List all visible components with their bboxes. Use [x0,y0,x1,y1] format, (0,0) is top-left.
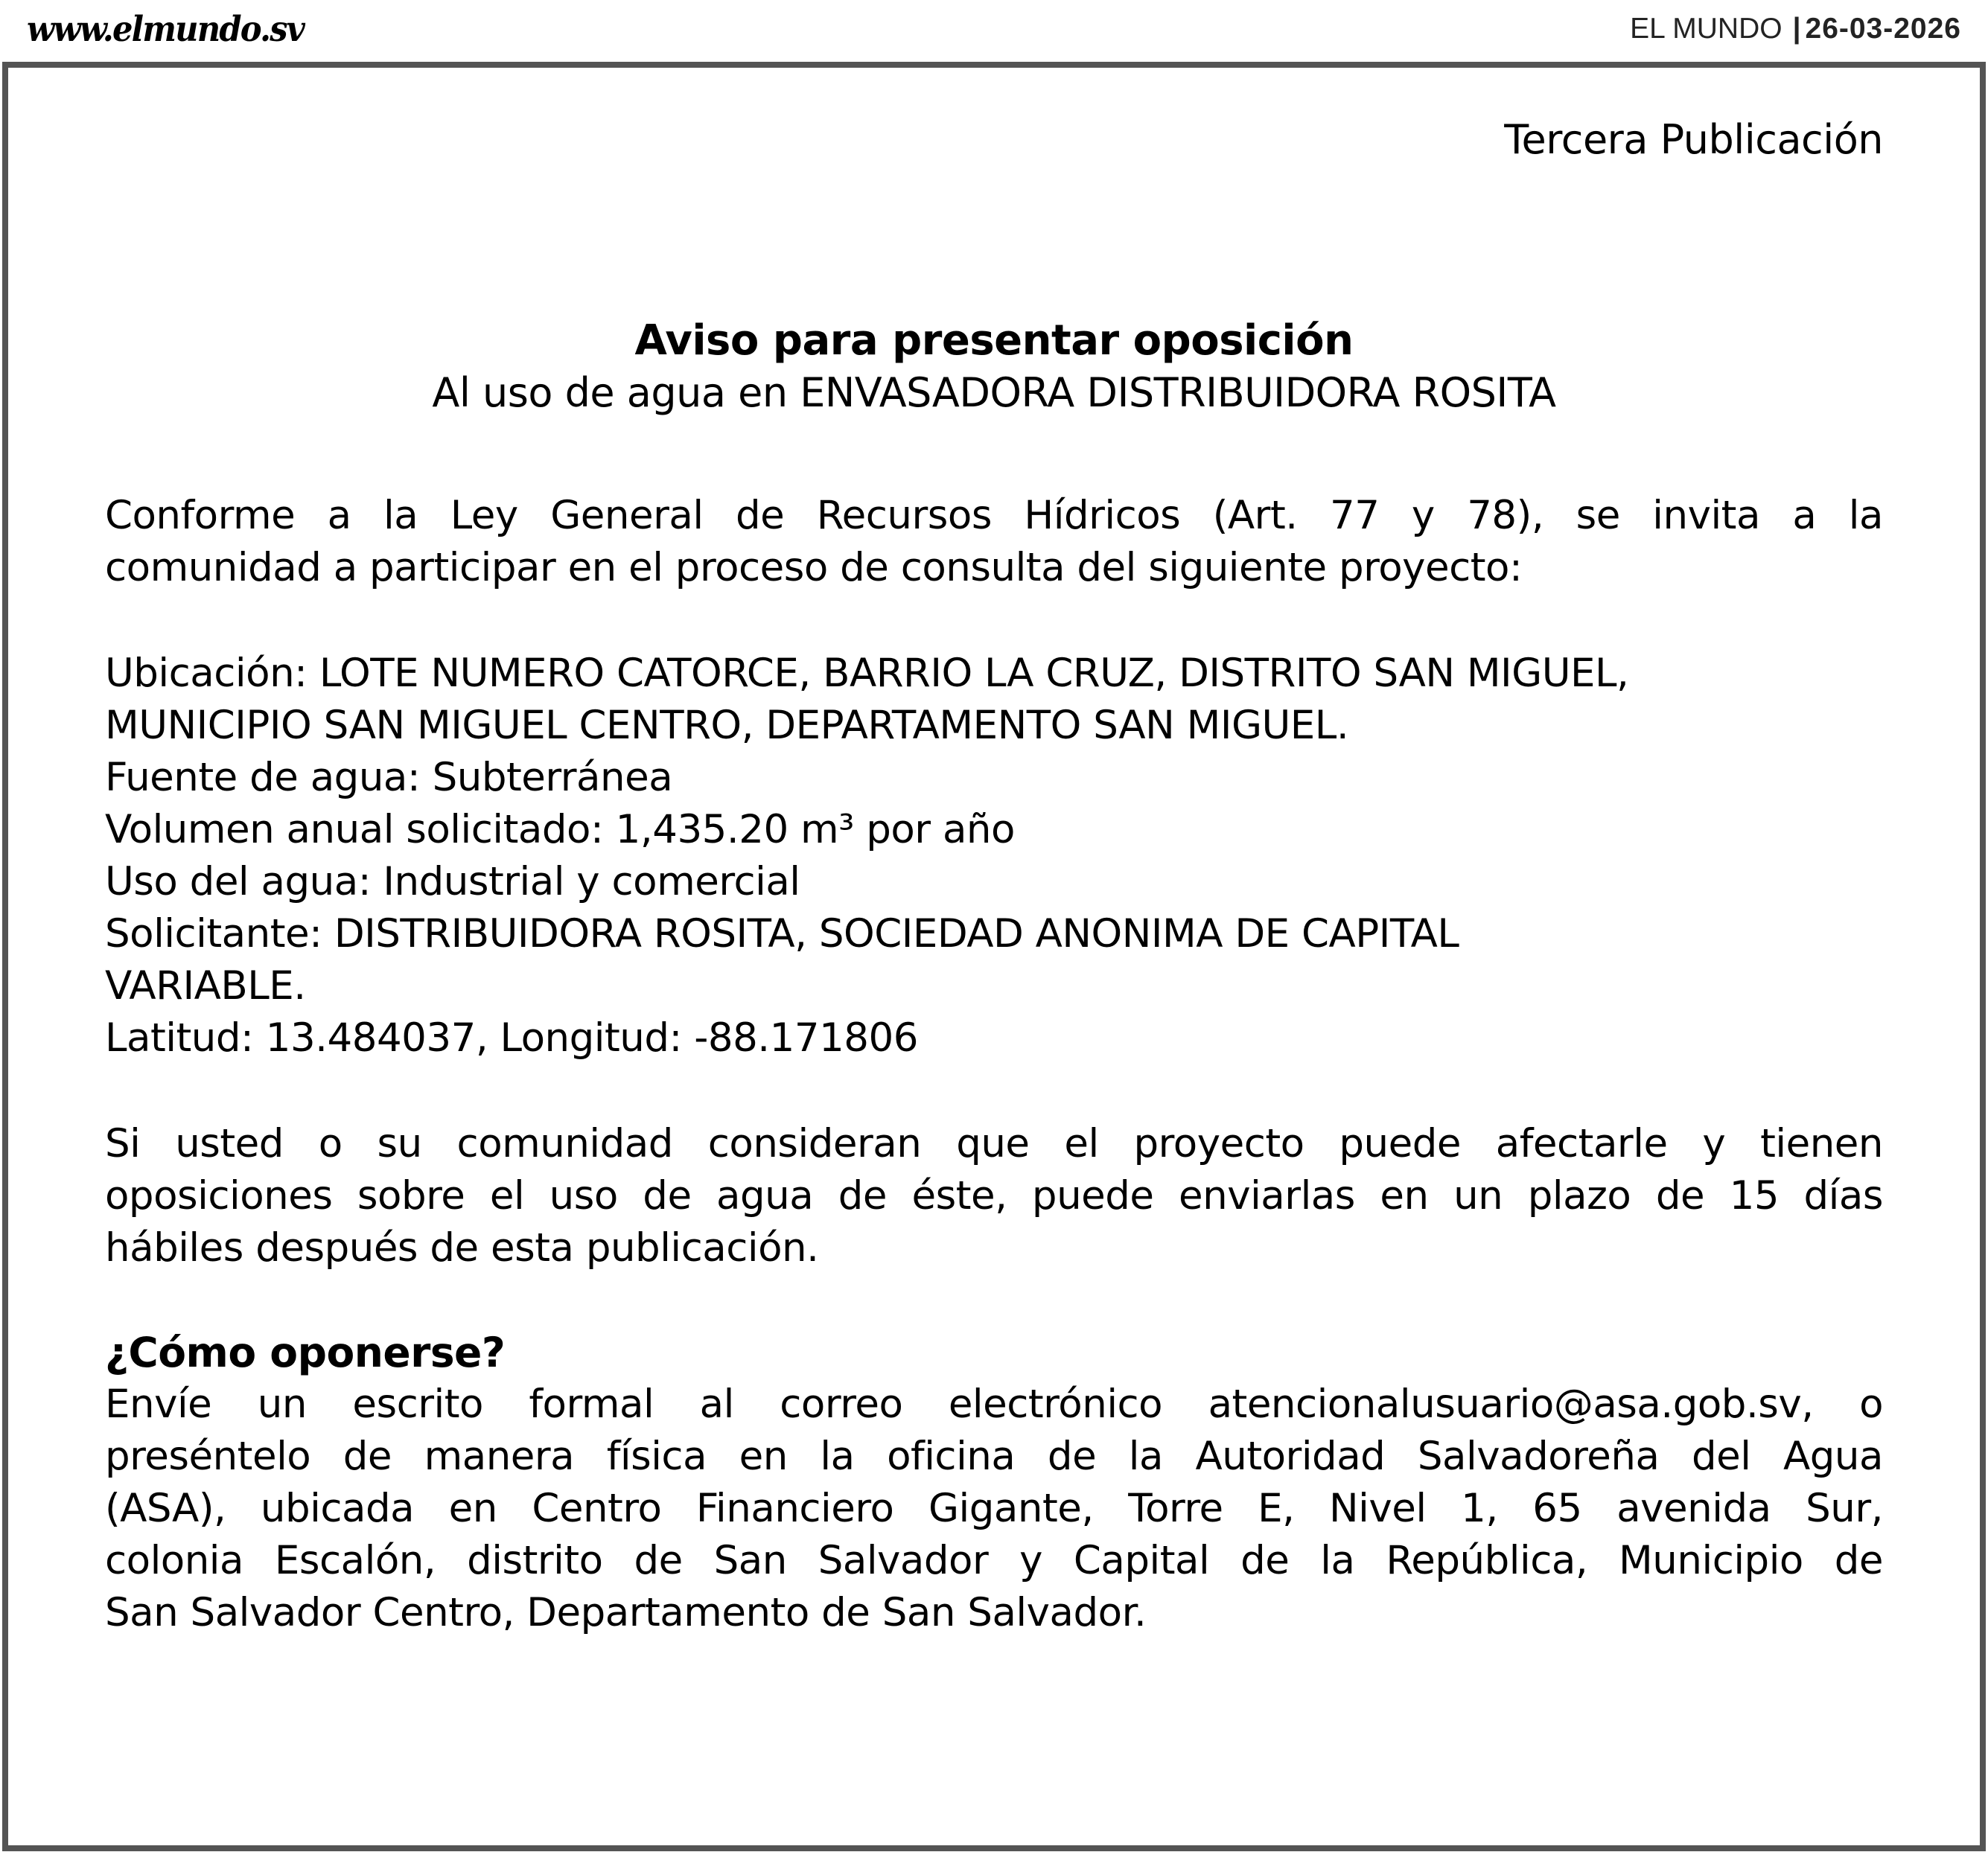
notice-title: Aviso para presentar oposición [634,316,1354,365]
text-line: Uso del agua: Industrial y comercial [105,859,800,904]
text-line: hábiles después de esta publicación. [105,1225,819,1271]
text-line: San Salvador Centro, Departamento de San Salvador. [105,1590,1147,1635]
text-line: MUNICIPIO SAN MIGUEL CENTRO, DEPARTAMENTO SAN MIGUEL. [105,703,1349,748]
site-logo: www.elmundo.sv [27,8,305,50]
text-line: preséntelo de manera física en la oficina de la Autoridad Salvadoreña del Agua [105,1434,1883,1479]
opposition-paragraph [105,1118,1883,1274]
text-line: oposiciones sobre el uso de agua de éste, puede enviarlas en un plazo de 15 días [105,1173,1883,1219]
project-details [105,648,1883,1064]
intro-paragraph [105,490,1883,594]
text-line: Solicitante: DISTRIBUIDORA ROSITA, SOCIEDAD ANONIMA DE CAPITAL [105,911,1459,957]
text-line: Si usted o su comunidad consideran que el proyecto puede afectarle y tienen [105,1121,1883,1166]
text-line: Latitud: 13.484037, Longitud: -88.171806 [105,1015,918,1061]
text-line: Volumen anual solicitado: 1,435.20 m³ por año [105,807,1015,852]
how-to-oppose-paragraph [105,1379,1883,1639]
text-line: Fuente de agua: Subterránea [105,755,673,800]
text-line: VARIABLE. [105,963,306,1009]
text-line: (ASA), ubicada en Centro Financiero Gigante, Torre E, Nivel 1, 65 avenida Sur, [105,1486,1883,1531]
notice-box [2,62,1986,1851]
publication-label: Tercera Publicación [1504,116,1883,163]
edition-info [1630,13,1961,45]
text-line: Conforme a la Ley General de Recursos Hídricos (Art. 77 y 78), se invita a la [105,493,1883,538]
text-line: colonia Escalón, distrito de San Salvador y Capital de la República, Municipio de [105,1538,1883,1583]
text-line: comunidad a participar en el proceso de consulta del siguiente proyecto: [105,545,1523,590]
newspaper-name: EL MUNDO [1630,13,1782,45]
page-header [0,0,1988,58]
text-line: Ubicación: LOTE NUMERO CATORCE, BARRIO LA CRUZ, DISTRITO SAN MIGUEL, [105,651,1629,696]
notice-subtitle: Al uso de agua en ENVASADORA DISTRIBUIDORA ROSITA [432,369,1556,416]
separator-bar: | [1792,13,1801,45]
text-line: Envíe un escrito formal al correo electrónico atencionalusuario@asa.gob.sv, o [105,1382,1883,1427]
edition-date: 26-03-2026 [1805,13,1961,45]
how-to-oppose-heading: ¿Cómo oponerse? [105,1329,506,1376]
